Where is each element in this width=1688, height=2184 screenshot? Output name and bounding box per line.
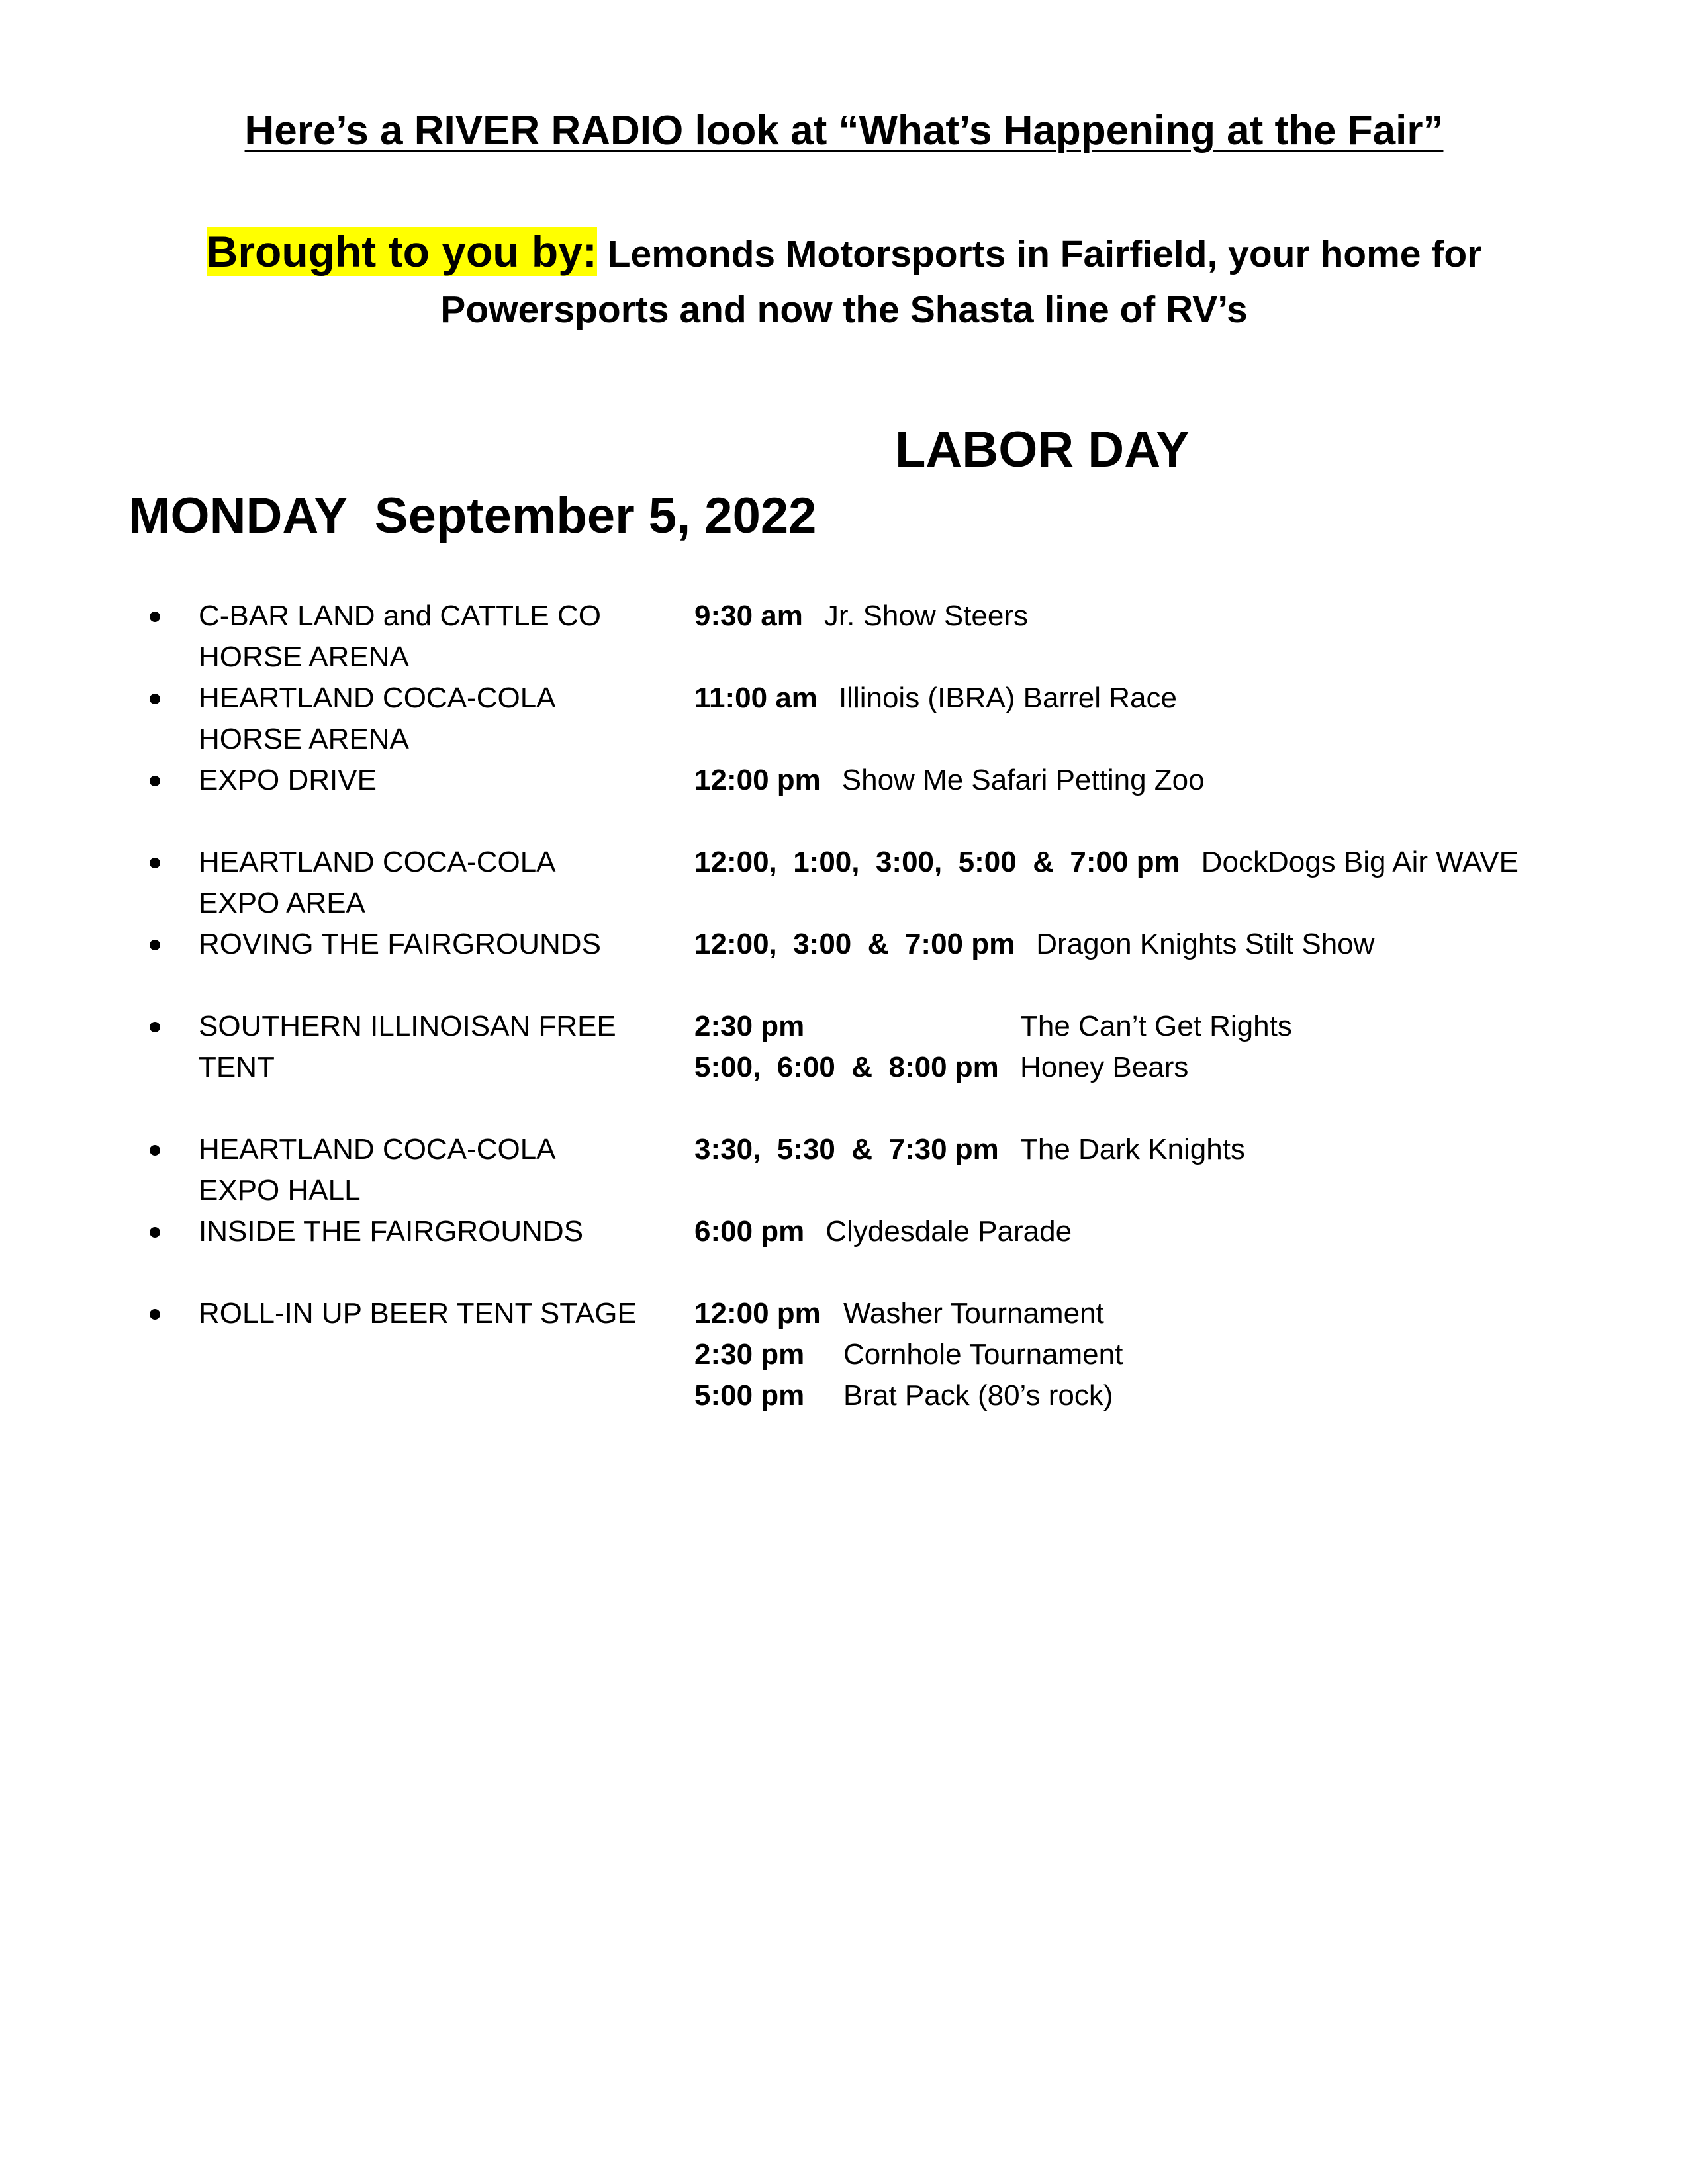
event-name: Honey Bears <box>1020 1051 1189 1083</box>
schedule-times <box>694 678 1177 719</box>
time-row <box>694 1334 1123 1375</box>
schedule-item <box>0 1129 1688 1206</box>
schedule-times <box>694 924 1374 965</box>
schedule-times <box>694 596 1028 637</box>
schedule-item <box>0 842 1688 919</box>
event-name: Washer Tournament <box>843 1297 1104 1330</box>
bullet-icon <box>150 1227 160 1238</box>
day-holiday: LABOR DAY <box>895 422 1190 478</box>
schedule-times <box>694 842 1519 883</box>
schedule-times <box>694 1129 1245 1170</box>
event-name: DockDogs Big Air WAVE <box>1201 846 1519 878</box>
bullet-icon <box>150 694 160 704</box>
schedule-list <box>0 596 1688 1457</box>
schedule-location: HEARTLAND COCA-COLA EXPO HALL <box>199 1133 556 1206</box>
page-title <box>0 105 1688 158</box>
schedule-times <box>694 1211 1072 1252</box>
event-time: 9:30 am <box>694 600 803 632</box>
bullet-icon <box>150 1022 160 1032</box>
schedule-location: HEARTLAND COCA-COLA EXPO AREA <box>199 846 556 919</box>
time-row <box>694 1047 1292 1088</box>
day-heading <box>101 417 1190 615</box>
schedule-item <box>0 1006 1688 1088</box>
schedule-item <box>0 1293 1688 1416</box>
bullet-icon <box>150 1145 160 1156</box>
time-row <box>694 1375 1123 1416</box>
event-time: 12:00 pm <box>694 1297 821 1330</box>
schedule-times <box>694 1006 1292 1088</box>
event-time: 5:00 pm <box>694 1379 805 1412</box>
schedule-location: INSIDE THE FAIRGROUNDS <box>199 1215 584 1248</box>
event-time: 6:00 pm <box>694 1215 805 1248</box>
schedule-location: ROVING THE FAIRGROUNDS <box>199 928 601 960</box>
schedule-item <box>0 678 1688 755</box>
event-time: 12:00, 3:00 & 7:00 pm <box>694 928 1015 960</box>
time-row <box>694 1211 1072 1252</box>
event-name: Cornhole Tournament <box>843 1338 1123 1371</box>
schedule-times <box>694 1293 1123 1416</box>
event-time: 2:30 pm <box>694 1010 805 1042</box>
time-row <box>694 760 1205 801</box>
bullet-icon <box>150 940 160 950</box>
time-row <box>694 1006 1292 1047</box>
schedule-item <box>0 760 1688 801</box>
event-name: Clydesdale Parade <box>825 1215 1072 1248</box>
event-time: 12:00, 1:00, 3:00, 5:00 & 7:00 pm <box>694 846 1180 878</box>
schedule-item <box>0 596 1688 673</box>
day-date: MONDAY September 5, 2022 <box>128 488 817 544</box>
event-name: Illinois (IBRA) Barrel Race <box>838 682 1177 714</box>
event-time: 11:00 am <box>694 682 818 714</box>
schedule-location: ROLL-IN UP BEER TENT STAGE <box>199 1297 637 1330</box>
bullet-icon <box>150 858 160 868</box>
time-row <box>694 924 1374 965</box>
event-name: Dragon Knights Stilt Show <box>1036 928 1375 960</box>
time-row <box>694 842 1519 883</box>
bullet-icon <box>150 612 160 622</box>
page-title-text: Here’s a RIVER RADIO look at “What’s Happening at the Fair” <box>244 108 1444 154</box>
event-name: Brat Pack (80’s rock) <box>843 1379 1113 1412</box>
time-row <box>694 1293 1123 1334</box>
schedule-item <box>0 924 1688 965</box>
event-name: Show Me Safari Petting Zoo <box>841 764 1205 796</box>
sponsor-line <box>172 224 1516 338</box>
event-time: 12:00 pm <box>694 764 821 796</box>
schedule-location: EXPO DRIVE <box>199 764 377 796</box>
sponsor-label: Brought to you by: <box>206 227 597 276</box>
schedule-item <box>0 1211 1688 1252</box>
schedule-location: HEARTLAND COCA-COLA HORSE ARENA <box>199 682 556 755</box>
event-time: 3:30, 5:30 & 7:30 pm <box>694 1133 999 1165</box>
time-row <box>694 678 1177 719</box>
event-time: 2:30 pm <box>694 1338 805 1371</box>
event-name: The Dark Knights <box>1020 1133 1245 1165</box>
event-name: Jr. Show Steers <box>823 600 1029 632</box>
time-row <box>694 596 1028 637</box>
bullet-icon <box>150 776 160 786</box>
event-time: 5:00, 6:00 & 8:00 pm <box>694 1051 999 1083</box>
schedule-location: C-BAR LAND and CATTLE CO HORSE ARENA <box>199 600 602 673</box>
event-name: The Can’t Get Rights <box>1020 1010 1292 1042</box>
sponsor-text: Lemonds Motorsports in Fairfield, your home for Powersports and now the Shasta line of RV’s <box>440 233 1482 331</box>
schedule-location: SOUTHERN ILLINOISAN FREE TENT <box>199 1010 616 1083</box>
bullet-icon <box>150 1309 160 1320</box>
time-row <box>694 1129 1245 1170</box>
schedule-times <box>694 760 1205 801</box>
